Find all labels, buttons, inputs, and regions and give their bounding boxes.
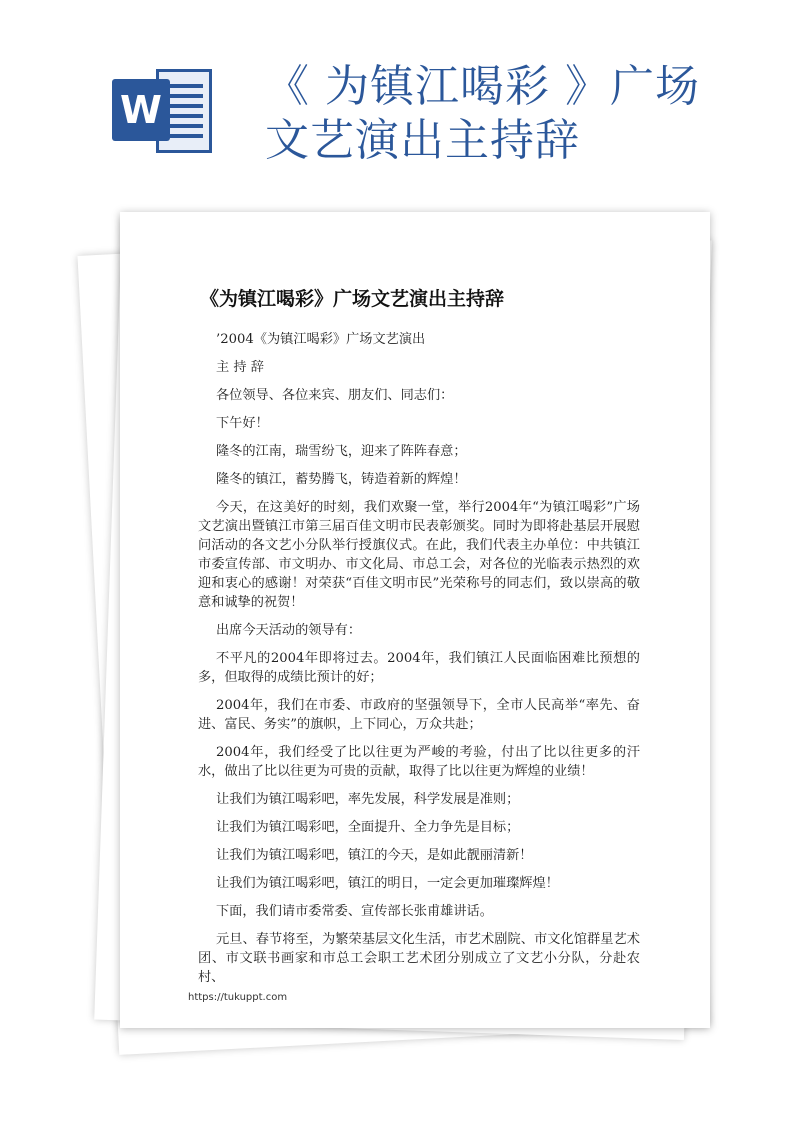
paragraph: 今天，在这美好的时刻，我们欢聚一堂，举行2004年“为镇江喝彩”广场文艺演出暨镇江市第三届百佳文明市民表彰颁奖。同时为即将赴基层开展慰问活动的各文艺小分队举行授旗仪式。在此，我们代表主办单位：中共镇江市委宣传部、市文明办、市文化局、市总工会，对各位的光临表示热烈的欢迎和衷心的感谢！对荣获“百佳文明市民”光荣称号的同志们，致以崇高的敬意和诚挚的祝贺！ xyxy=(198,500,640,610)
document-page xyxy=(120,212,710,1028)
paragraph: 让我们为镇江喝彩吧，率先发展，科学发展是准则； xyxy=(216,792,520,807)
paragraph: 各位领导、各位来宾、朋友们、同志们： xyxy=(216,388,454,403)
paragraph: 主 持 辞 xyxy=(216,360,264,375)
header-banner xyxy=(0,0,800,200)
paragraph: 隆冬的江南，瑞雪纷飞，迎来了阵阵春意； xyxy=(216,444,467,459)
word-app-icon xyxy=(112,65,212,157)
paragraph: 下午好！ xyxy=(216,416,269,431)
paragraph: 让我们为镇江喝彩吧，全面提升、全力争先是目标； xyxy=(216,820,520,835)
paragraph: 下面，我们请市委常委、宣传部长张甫雄讲话。 xyxy=(216,904,493,919)
paragraph: 不平凡的2004年即将过去。2004年，我们镇江人民面临困难比预想的多，但取得的成绩比预计的好； xyxy=(198,651,640,685)
source-url: https://tukuppt.com xyxy=(188,992,288,1003)
word-logo-badge: W xyxy=(112,79,170,141)
document-body xyxy=(198,330,640,996)
paragraph: 元旦、春节将至，为繁荣基层文化生活，市艺术剧院、市文化馆群星艺术团、市文联书画家和市总工会职工艺术团分别成立了文艺小分队，分赴农村、 xyxy=(198,932,640,985)
paragraph: 2004年，我们经受了比以往更为严峻的考验，付出了比以往更多的汗水，做出了比以往更为可贵的贡献，取得了比以往更为辉煌的业绩！ xyxy=(198,745,640,779)
paragraph: ’2004《为镇江喝彩》广场文艺演出 xyxy=(216,332,426,347)
paragraph: 出席今天活动的领导有： xyxy=(216,623,362,638)
banner-title: 《 为镇江喝彩 》广场文艺演出主持辞 xyxy=(265,61,700,166)
paragraph: 2004年，我们在市委、市政府的坚强领导下，全市人民高举“率先、奋进、富民、务实”的旗帜，上下同心，万众共赴； xyxy=(198,698,640,732)
document-title: 《为镇江喝彩》广场文艺演出主持辞 xyxy=(200,288,505,310)
paragraph: 让我们为镇江喝彩吧，镇江的明日，一定会更加璀璨辉煌！ xyxy=(216,876,559,891)
paragraph: 隆冬的镇江，蓄势腾飞，铸造着新的辉煌！ xyxy=(216,472,467,487)
paragraph: 让我们为镇江喝彩吧，镇江的今天，是如此靓丽清新！ xyxy=(216,848,533,863)
